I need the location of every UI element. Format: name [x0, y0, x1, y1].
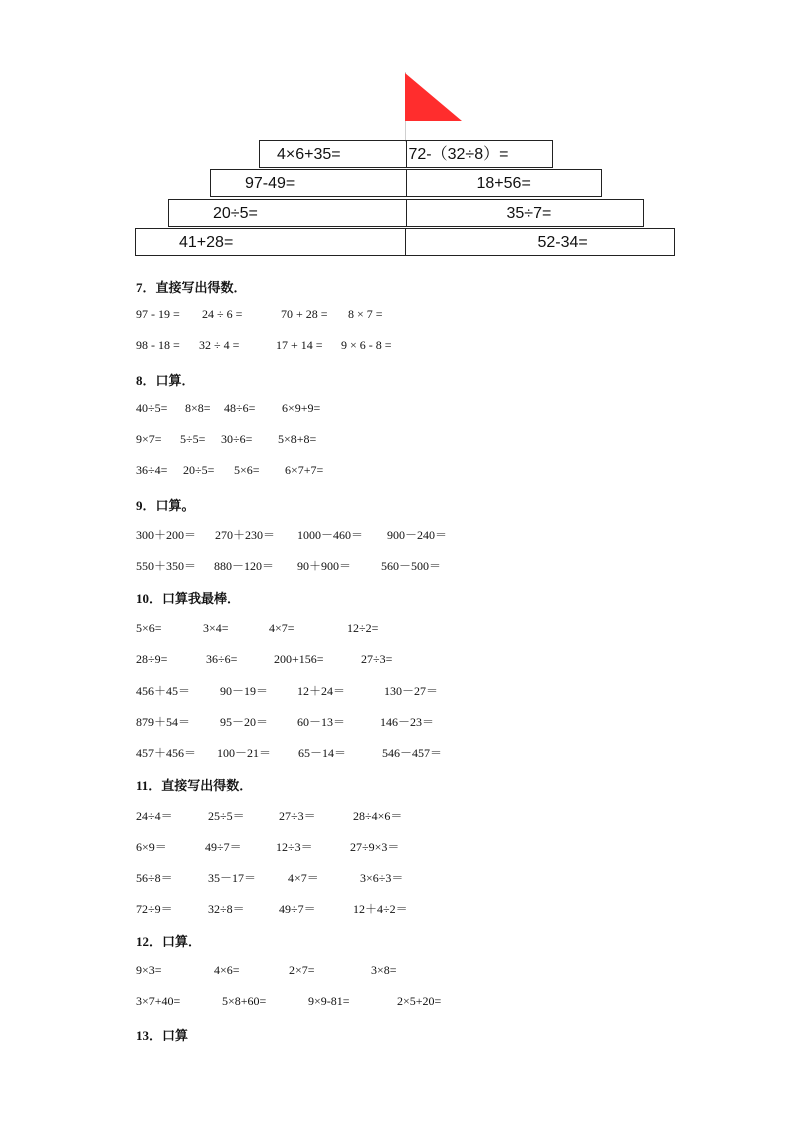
problem: 880－120＝	[214, 559, 275, 573]
problem: 3×7+40=	[136, 994, 181, 1008]
question-title: 7．直接写出得数．	[136, 280, 247, 295]
problem: 5×8+60=	[222, 994, 267, 1008]
pyramid-cell-right	[406, 229, 675, 255]
problem: 6×9+9=	[282, 401, 321, 415]
problem: 98 - 18 =	[136, 338, 180, 352]
problem: 200+156=	[274, 652, 324, 666]
problem: 2×7=	[289, 963, 315, 977]
problem: 550＋350＝	[136, 559, 197, 573]
pyramid-cell-right	[407, 200, 644, 226]
problem: 25÷5＝	[208, 809, 245, 823]
problem: 9×9-81=	[308, 994, 350, 1008]
problem: 49÷7＝	[205, 840, 242, 854]
pyramid-cell-right	[407, 141, 553, 167]
problem: 65－14＝	[298, 746, 347, 760]
problem: 546－457＝	[382, 746, 443, 760]
red-flag-icon	[405, 73, 462, 121]
problem: 4×7=	[269, 621, 295, 635]
problem: 20÷5=	[183, 463, 215, 477]
problem: 30÷6=	[221, 432, 253, 446]
problem: 90－19＝	[220, 684, 269, 698]
problem: 5÷5=	[180, 432, 206, 446]
problem: 146－23＝	[380, 715, 435, 729]
pyramid-cell-right	[407, 170, 602, 196]
pyramid-expr: 35÷7=	[506, 205, 552, 222]
pyramid-cell-left	[169, 200, 407, 226]
problem: 40÷5=	[136, 401, 168, 415]
pyramid-row-2	[210, 169, 602, 197]
pyramid-row-3	[168, 199, 644, 227]
problem: 24÷4＝	[136, 809, 173, 823]
problem: 4×6=	[214, 963, 240, 977]
problem: 72÷9＝	[136, 902, 173, 916]
problem: 130－27＝	[384, 684, 439, 698]
problem: 6×7+7=	[285, 463, 324, 477]
problem: 6×9＝	[136, 840, 167, 854]
problem: 49÷7＝	[279, 902, 316, 916]
pyramid-cell-left	[211, 170, 407, 196]
pyramid-row-4	[135, 228, 675, 256]
pyramid-figure	[0, 0, 794, 270]
problem: 35－17＝	[208, 871, 257, 885]
problem: 4×7＝	[288, 871, 319, 885]
problem: 1000－460＝	[297, 528, 364, 542]
problem: 2×5+20=	[397, 994, 442, 1008]
pyramid-cell-left	[260, 141, 407, 167]
problem: 36÷4=	[136, 463, 168, 477]
problem: 879＋54＝	[136, 715, 191, 729]
problem: 5×8+8=	[278, 432, 317, 446]
problem: 95－20＝	[220, 715, 269, 729]
problem: 9 × 6 - 8 =	[341, 338, 392, 352]
problem: 97 - 19 =	[136, 307, 180, 321]
pyramid-expr: 20÷5=	[213, 205, 258, 222]
problem: 48÷6=	[224, 401, 256, 415]
problem: 300＋200＝	[136, 528, 197, 542]
problem: 12＋24＝	[297, 684, 346, 698]
problem: 36÷6=	[206, 652, 238, 666]
problem: 9×3=	[136, 963, 162, 977]
question-title: 10．口算我最棒．	[136, 591, 241, 606]
question-title: 12．口算．	[136, 934, 202, 949]
problem: 5×6=	[136, 621, 162, 635]
problem: 27÷3=	[361, 652, 393, 666]
problem: 70 + 28 =	[281, 307, 328, 321]
problem: 560－500＝	[381, 559, 442, 573]
problem: 12＋4÷2＝	[353, 902, 408, 916]
question-title: 9．口算。	[136, 498, 195, 513]
problem: 90＋900＝	[297, 559, 352, 573]
problem: 270＋230＝	[215, 528, 276, 542]
problem: 60－13＝	[297, 715, 346, 729]
problem: 27÷9×3＝	[350, 840, 400, 854]
problem: 457＋456＝	[136, 746, 197, 760]
pyramid-cell-left	[136, 229, 406, 255]
problem: 27÷3＝	[279, 809, 316, 823]
problem: 8 × 7 =	[348, 307, 383, 321]
question-title: 11．直接写出得数．	[136, 778, 253, 793]
problem: 56÷8＝	[136, 871, 173, 885]
problem: 24 ÷ 6 =	[202, 307, 243, 321]
pyramid-expr: 18+56=	[476, 175, 531, 192]
problem: 28÷9=	[136, 652, 168, 666]
pyramid-expr: 4×6+35=	[277, 146, 341, 163]
problem: 3×8=	[371, 963, 397, 977]
problem: 32÷8＝	[208, 902, 245, 916]
problem: 3×6÷3＝	[360, 871, 404, 885]
problem: 9×7=	[136, 432, 162, 446]
problem: 3×4=	[203, 621, 229, 635]
problem: 900－240＝	[387, 528, 448, 542]
problem: 28÷4×6＝	[353, 809, 403, 823]
problem: 100－21＝	[217, 746, 272, 760]
problem: 5×6=	[234, 463, 260, 477]
pyramid-expr: 41+28=	[179, 234, 234, 251]
pyramid-expr: 72-（32÷8）=	[408, 146, 509, 163]
problem: 8×8=	[185, 401, 211, 415]
problem: 32 ÷ 4 =	[199, 338, 240, 352]
question-title: 13．口算	[136, 1028, 189, 1043]
pyramid-row-1	[259, 140, 553, 168]
problem: 12÷2=	[347, 621, 379, 635]
problem: 456＋45＝	[136, 684, 191, 698]
pyramid-expr: 52-34=	[537, 234, 588, 251]
problem: 12÷3＝	[276, 840, 313, 854]
question-title: 8．口算．	[136, 373, 195, 388]
problem: 17 + 14 =	[276, 338, 323, 352]
pyramid-expr: 97-49=	[245, 175, 296, 192]
